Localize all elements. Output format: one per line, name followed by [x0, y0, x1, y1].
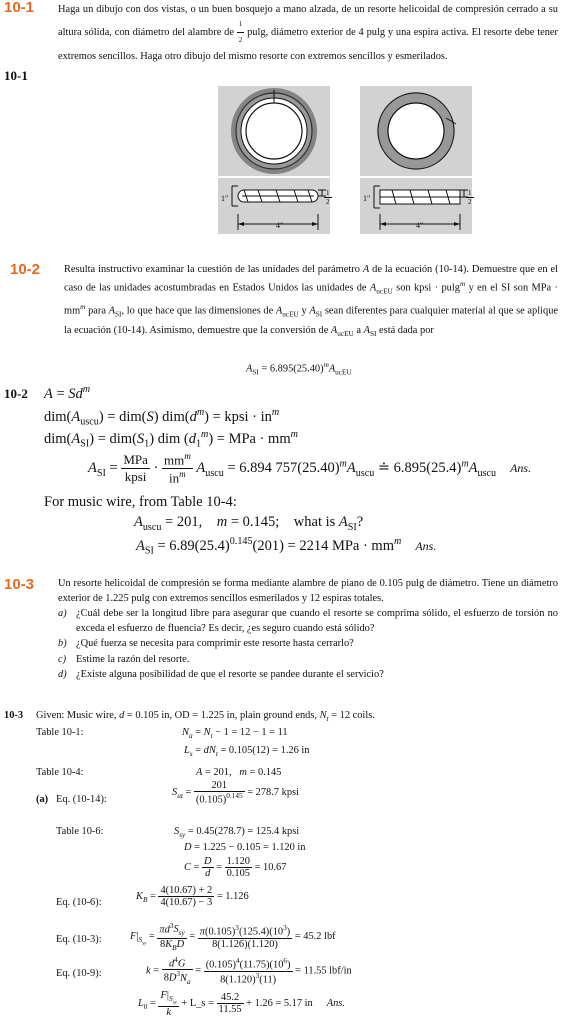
s103-am: A = 201, m = 0.145 — [196, 767, 282, 778]
s103-eq103: Eq. (10-3): — [56, 934, 102, 945]
s103-table106: Table 10-6: — [56, 826, 104, 837]
problem-10-3-text: Un resorte helicoidal de compresión se forma mediante alambre de piano de 0.105 pulg de diámetro. Tiene un diámetro exterior de 1.225 pulg con extremos sencillos esmerilados y 12 espiras totales. — [58, 578, 558, 605]
s103-l0: $L_0$ = $\frac{F|_{S_{sy}}}{k}$ + L_s = $\frac{45.2}{11.55}$ + 1.26 = 5.17 in Ans. — [138, 990, 345, 1018]
s103-k: k = $\frac{d^4G}{8D^3N_a}$ = $\frac{(0.105)^4(11.75)(10^6)}{8(1.120)^3(11)}$ = 11.55 lbf/in — [146, 956, 352, 987]
dim-half-right: $\frac{1}{2}$ — [468, 189, 472, 206]
problem-10-3-items — [58, 606, 558, 682]
spring-left-top-view — [218, 86, 330, 176]
spring-left-side-view — [218, 178, 330, 234]
item-b: b) ¿Qué fuerza se necesita para comprimir este resorte hasta cerrarlo? — [58, 638, 354, 650]
item-a: a) ¿Cuál debe ser la longitud libre para asegurar que cuando el resorte se comprima sólido, el esfuerzo de torsión no exceda el esfuerzo de fluencia? Es decir, ¿es seguro cuando está sólido? — [58, 608, 558, 635]
s103-c: C = $\frac{D}{d}$ = $\frac{1.120}{0.105}$ = 10.67 — [184, 856, 287, 879]
spring-right-top-view — [360, 86, 472, 176]
s103-ls: $L_s = dN_t = 0.105(12) = 1.26$ in — [184, 745, 310, 759]
problem-10-2-text: Resulta instructivo examinar la cuestión de las unidades del parámetro A de la ecuación (10-14). Demuestre que en el caso de las unidades acostumbradas en Estados Unidos las unidades de $A_{ucEU}$ son kpsi · pulg$^m$ y en el SI son MPa · $mm^m$ para $A_{SI}$, lo que hace que las dimensiones de $A_{ucEU}$ y $A_{SI}$ sean diferentes para cualquier material al que se aplique la ecuación (10-14). Asimismo, demuestre que la conversión de $A_{ucEU}$ a $A_{SI}$ está dada por — [64, 264, 559, 338]
problem-number-10-1: 10-1 — [4, 0, 35, 16]
s103-ssy: $S_{sy} = 0.45(278.7) = 125.4$ kpsi — [174, 826, 300, 840]
spring-drawings — [218, 86, 558, 234]
s103-part-a: (a) — [36, 794, 49, 805]
s102-line7: $A_{SI} = 6.89(25.4)^{0.145}(201) = 2214$ MPa · $mm^m$ Ans. — [136, 536, 437, 557]
problem-number-10-2: 10-2 — [10, 261, 41, 278]
dim-half-left: $\frac{1}{2}$ — [326, 189, 330, 206]
s103-eq1014: Eq. (10-14): — [56, 794, 107, 805]
s102-line1: $A = Sd^m$ — [44, 384, 91, 402]
problem-number-10-3: 10-3 — [4, 576, 35, 593]
s103-eq106: Eq. (10-6): — [56, 897, 102, 908]
dim-1in-right: 1" — [363, 194, 371, 203]
s102-line2: $dim(A_{uscu}) = dim(S) dim(d^m)$ = kpsi · $in^m$ — [44, 407, 280, 428]
s103-given: Given: Music wire, d = 0.105 in, OD = 1.225 in, plain ground ends, $N_t = 12$ coils. — [36, 710, 375, 724]
s103-d: D = 1.225 − 0.105 = 1.120 in — [184, 842, 306, 853]
item-d: d) ¿Existe alguna posibilidad de que el resorte se pandee durante el servicio? — [58, 668, 384, 680]
s103-sut: $S_{ut}$ = $\frac{201}{(0.105)^{0.145}}$ = 278.7 kpsi — [172, 780, 299, 806]
solution-number-10-2: 10-2 — [4, 386, 28, 401]
s103-table104: Table 10-4: — [36, 767, 84, 778]
s102-line4: $A_{SI}$ = $\frac{\text{MPa}}{\text{kpsi}}$ · $\frac{mm^m}{in^m}$ $A_{uscu} = 6.894$ $757(25.40)^mA_{uscu}$ ≐ $6.895(25.4)^mA_{uscu}$ Ans. — [88, 451, 532, 486]
s103-eq109: Eq. (10-9): — [56, 968, 102, 979]
s102-line3: $dim(A_{SI}) = dim(S_1)$ dim $(d_1^m)$ = MPa · $mm^m$ — [44, 429, 298, 450]
problem-10-2-equation: $A_{SI} = 6.895(25.40)^mA_{ucEU}$ — [246, 361, 352, 377]
item-c: c) Estime la razón del resorte. — [58, 653, 190, 665]
s102-line6: $A_{uscu} = 201$, m = 0.145; what is $A_{SI}$? — [134, 514, 364, 533]
dim-4in-right: 4" — [416, 221, 424, 230]
s103-kb: $K_B$ = $\frac{4(10.67) + 2}{4(10.67) - 3}$ = 1.126 — [136, 885, 249, 908]
dim-1in-left: 1" — [221, 194, 229, 203]
s103-na: $N_a = N_t - 1 = 12 - 1 = 11$ — [182, 727, 288, 741]
s103-table101: Table 10-1: — [36, 727, 84, 738]
problem-10-1-text: Haga un dibujo con dos vistas, o un buen bosquejo a mano alzada, de un resorte helicoidal de compresión cerrado a su altura sólida, con diámetro del alambre de $\frac{1}{2}$ pulg, diámetro exterior de 4 pulg y una espira activa. El resorte debe tener extremos sencillos. Haga otro dibujo del mismo resorte con extremos sencillos y esmerilados. — [58, 4, 558, 62]
s103-f: $F|_{S_{sy}}$ = $\frac{\pi d^3S_{sy}}{8K_BD}$ = $\frac{\pi(0.105)^3(125.4)(10^3)}{8(1.126)(1.120)}$ = 45.2 lbf — [130, 922, 336, 952]
solution-number-10-3: 10-3 — [4, 710, 24, 721]
solution-number-10-1: 10-1 — [4, 68, 28, 83]
s102-line5: For music wire, from Table 10-4: — [44, 494, 237, 510]
dim-4in-left: 4" — [276, 221, 284, 230]
